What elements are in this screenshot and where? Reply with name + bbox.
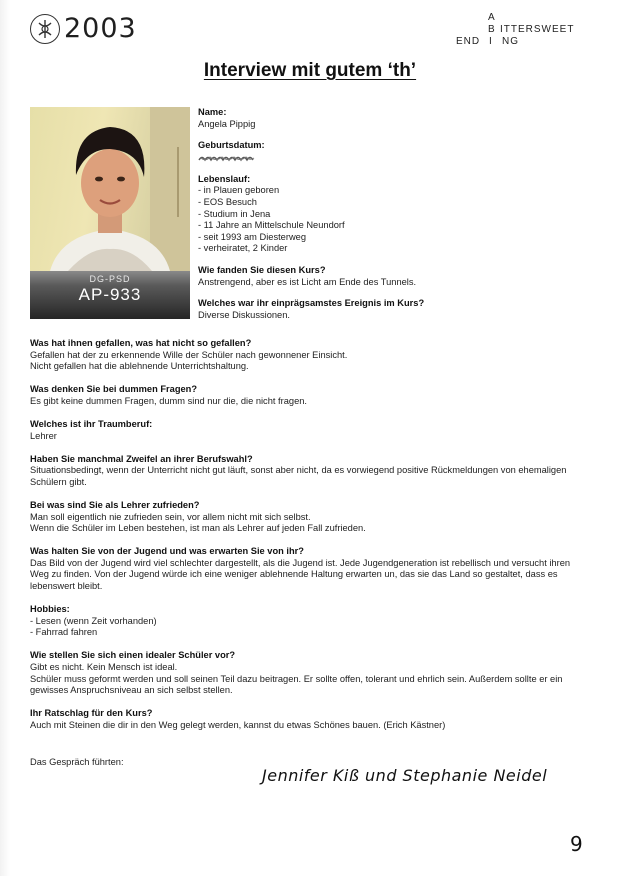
answer-line: Schüler muss geformt werden und soll seinen Teil dazu beitragen. Er sollte offen, tolerant und ehrlich sein. Außerdem sollte er ein gewisses Anspruchsniveau an sich selbst stellen. <box>30 673 563 696</box>
profile-label: Name: <box>198 107 227 117</box>
question: Hobbies: <box>30 604 70 615</box>
cv-line: - 11 Jahre an Mittelschule Neundorf <box>198 220 345 231</box>
answer-line: Auch mit Steinen die dir in den Weg gelegt werden, kannst du etwas Schönes bauen. (Erich Kästner) <box>30 719 446 730</box>
interview-section <box>30 338 590 743</box>
logo-emblem-icon <box>30 14 60 44</box>
photo-caption-code: AP-933 <box>78 285 142 304</box>
abitur-brand <box>452 12 602 48</box>
qa-item <box>30 454 590 489</box>
answer-line: Lehrer <box>30 430 57 441</box>
page-number: 9 <box>570 832 583 856</box>
question: Bei was sind Sie als Lehrer zufrieden? <box>30 499 200 510</box>
photo-caption <box>30 271 190 319</box>
brand-letter: A <box>488 12 496 23</box>
brand-letter: ITTERSWEET <box>500 24 575 35</box>
brand-letter: NG <box>502 36 519 47</box>
qa-item <box>30 338 590 373</box>
qa-item <box>30 500 590 535</box>
question: Ihr Ratschlag für den Kurs? <box>30 708 153 719</box>
qa-item <box>30 546 590 592</box>
profile-value: Anstrengend, aber es ist Licht am Ende des Tunnels. <box>198 276 417 287</box>
page-title <box>0 60 620 82</box>
logo-year: 2003 <box>64 13 137 44</box>
answer-line: Gefallen hat der zu erkennende Wille der Schüler nach gewonnener Einsicht. <box>30 349 348 360</box>
qa-item <box>30 419 590 442</box>
question: Was halten Sie von der Jugend und was erwarten Sie von ihr? <box>30 546 304 557</box>
answer-line: Man soll eigentlich nie zufrieden sein, vor allem nicht mit sich selbst. <box>30 511 311 522</box>
page-title-text: Interview mit gutem ‘th’ <box>203 60 417 81</box>
profile-value: Angela Pippig <box>198 118 256 129</box>
profile-label: Welches war ihr einprägsamstes Ereignis im Kurs? <box>198 298 425 309</box>
cv-line: - Studium in Jena <box>198 208 271 219</box>
answer-line: Situationsbedingt, wenn der Unterricht nicht gut läuft, sonst aber nicht, da es vorwiegend positive Rückmeldungen von ehemaligen Schülern gibt. <box>30 465 567 487</box>
question: Was denken Sie bei dummen Fragen? <box>30 384 198 395</box>
brand-letter: I <box>489 36 493 47</box>
profile-value: Diverse Diskussionen. <box>198 309 290 320</box>
profile-label: Geburtsdatum: <box>198 140 265 151</box>
answer-line: Nicht gefallen hat die ablehnende Unterrichtshaltung. <box>30 361 249 372</box>
qa-item <box>30 604 590 639</box>
profile-cv <box>198 174 598 255</box>
cv-line: - in Plauen geboren <box>198 185 280 196</box>
interviewers-label: Das Gespräch führten: <box>30 757 124 767</box>
profile-label: Wie fanden Sie diesen Kurs? <box>198 264 326 275</box>
cv-line: - verheiratet, 2 Kinder <box>198 243 288 254</box>
profile-memorable-event <box>198 298 598 321</box>
qa-item <box>30 650 590 696</box>
school-logo <box>30 14 137 44</box>
qa-item <box>30 708 590 731</box>
answer-line: - Lesen (wenn Zeit vorhanden) <box>30 615 157 626</box>
photo-caption-course: DG-PSD <box>89 274 131 284</box>
answer-line: - Fahrrad fahren <box>30 627 98 638</box>
profile-name <box>198 107 598 130</box>
question: Haben Sie manchmal Zweifel an ihrer Berufswahl? <box>30 453 253 464</box>
answer-line: Wenn die Schüler im Leben bestehen, ist man als Lehrer auf jeden Fall zufrieden. <box>30 523 366 534</box>
brand-letter: B <box>488 24 496 35</box>
question: Wie stellen Sie sich einen idealer Schüler vor? <box>30 650 236 661</box>
cv-line: - seit 1993 am Diesterweg <box>198 231 306 242</box>
redacted-scribble <box>198 152 598 164</box>
profile-birthdate <box>198 140 598 164</box>
profile-label: Lebenslauf: <box>198 173 251 184</box>
answer-line: Es gibt keine dummen Fragen, dumm sind nur die, die nicht fragen. <box>30 395 307 406</box>
teacher-photo <box>30 107 190 319</box>
cv-line: - EOS Besuch <box>198 196 257 207</box>
question: Was hat ihnen gefallen, was hat nicht so gefallen? <box>30 338 252 348</box>
portrait-image <box>30 107 190 271</box>
answer-line: Das Bild von der Jugend wird viel schlechter dargestellt, als die Jugend ist. Jede Jugendgeneration ist rebellisch und versucht ihren Weg zu finden. Von der Jugend würde ich eine weniger ablehnende Haltung erwarten un, das sie das Land so gestaltet, dass es lebenswert bleibt. <box>30 557 571 591</box>
question: Welches ist ihr Traumberuf: <box>30 418 153 429</box>
profile-section <box>198 107 598 331</box>
interviewers-names: Jennifer Kiß und Stephanie Neidel <box>262 766 548 785</box>
profile-course-opinion <box>198 265 598 288</box>
brand-letter: END <box>456 36 481 47</box>
qa-item <box>30 384 590 407</box>
answer-line: Gibt es nicht. Kein Mensch ist ideal. <box>30 661 178 672</box>
